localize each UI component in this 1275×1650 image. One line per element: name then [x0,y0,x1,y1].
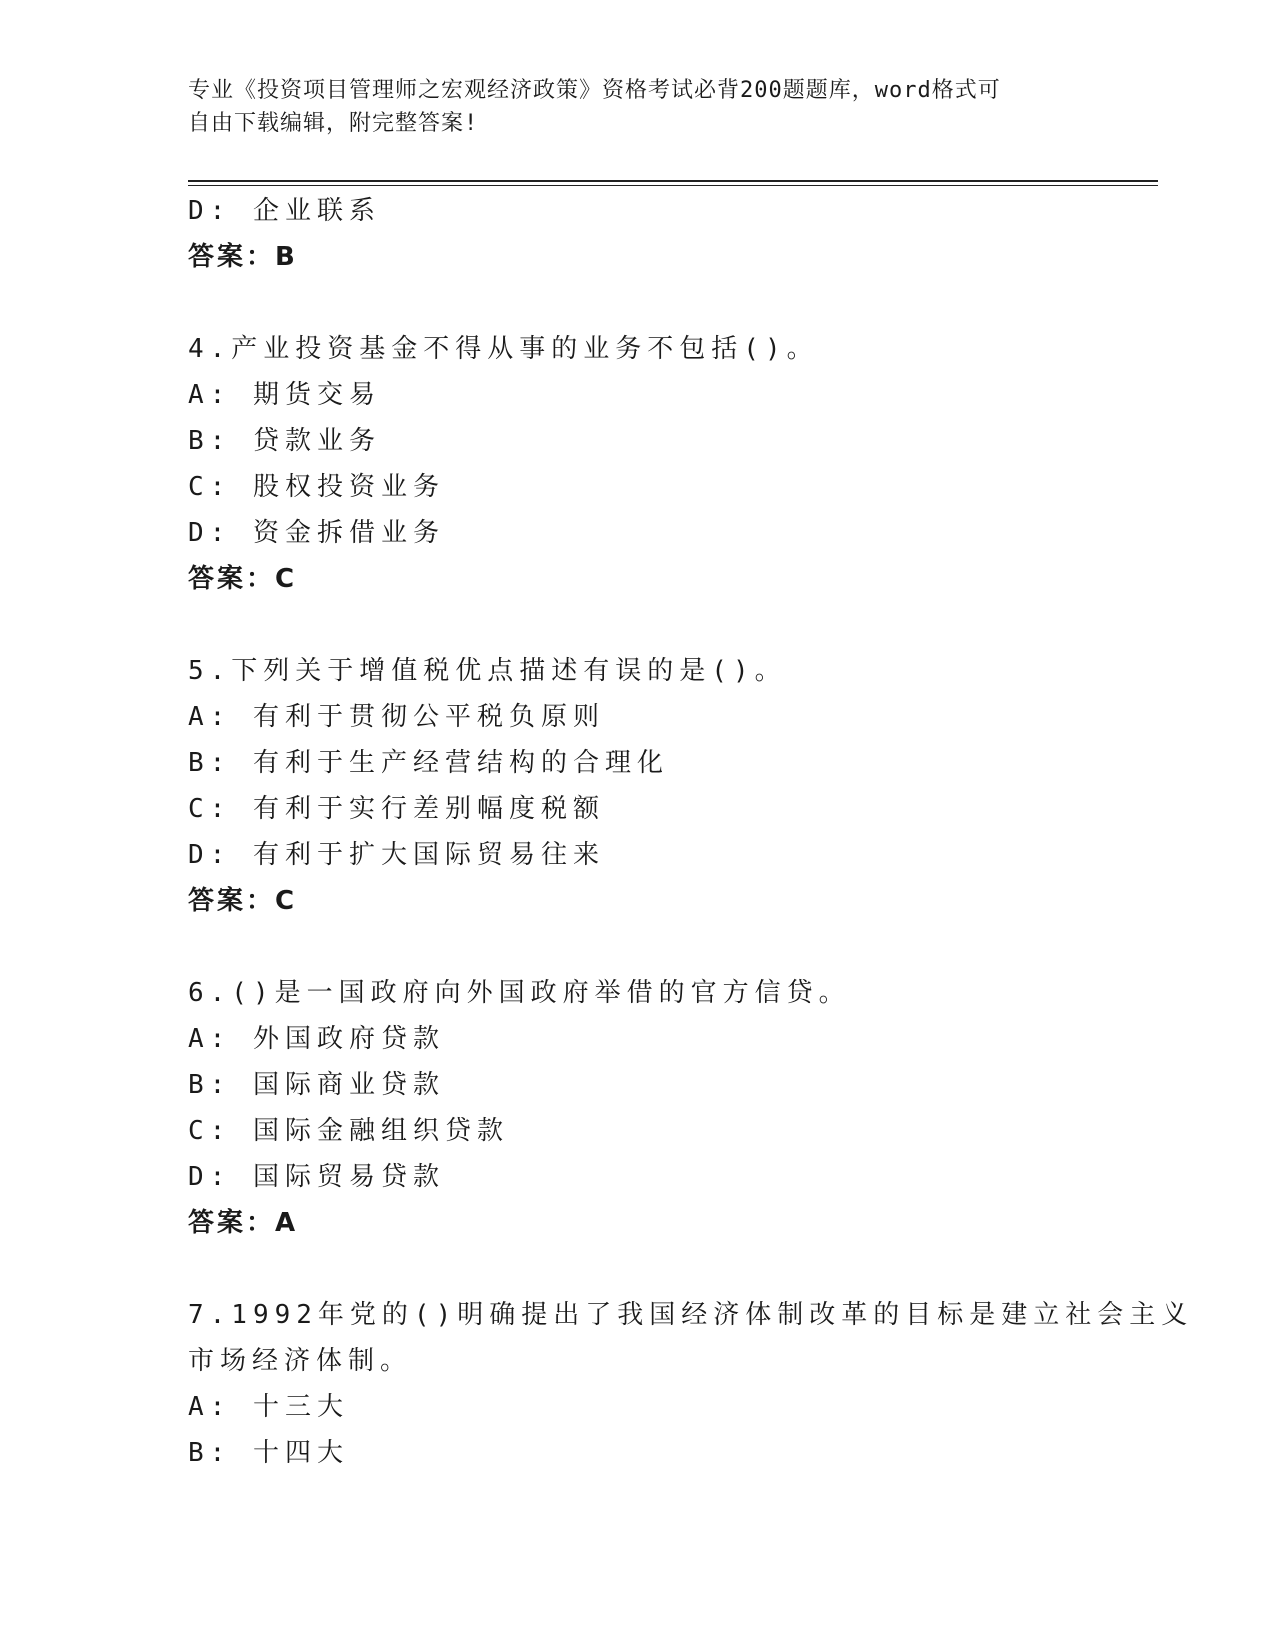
option-d: D: 有利于扩大国际贸易往来 [188,840,605,870]
answer: 答案：C [188,886,298,916]
question-list [188,188,1194,1476]
option-b: B: 有利于生产经营结构的合理化 [188,748,669,778]
option-a: A: 外国政府贷款 [188,1024,445,1054]
question-4 [188,326,1088,602]
question-text-line-1: 7.1992年党的()明确提出了我国经济体制改革的目标是建立社会主义 [188,1300,1194,1330]
answer: 答案：B [188,242,298,272]
option-d: D: 企业联系 [188,196,381,226]
option-c: C: 有利于实行差别幅度税额 [188,794,605,824]
question-5 [188,648,1088,924]
question-6 [188,970,1088,1246]
partial-question-3 [188,188,1088,280]
header-divider [188,180,1158,186]
question-text: 4.产业投资基金不得从事的业务不包括()。 [188,334,819,364]
option-a: A: 有利于贯彻公平税负原则 [188,702,605,732]
answer: 答案：C [188,564,298,594]
option-d: D: 资金拆借业务 [188,518,445,548]
page-header [188,74,1088,140]
option-b: B: 十四大 [188,1438,349,1468]
question-text: 6.()是一国政府向外国政府举借的官方信贷。 [188,978,851,1008]
question-7 [188,1292,1194,1476]
question-text-line-2: 市场经济体制。 [188,1346,413,1376]
option-d: D: 国际贸易贷款 [188,1162,445,1192]
question-text: 5.下列关于增值税优点描述有误的是()。 [188,656,787,686]
option-a: A: 十三大 [188,1392,349,1422]
header-line-2: 自由下载编辑，附完整答案! [188,111,479,136]
option-b: B: 国际商业贷款 [188,1070,445,1100]
option-c: C: 股权投资业务 [188,472,445,502]
header-line-1: 专业《投资项目管理师之宏观经济政策》资格考试必背200题题库，word格式可 [188,78,1001,103]
option-c: C: 国际金融组织贷款 [188,1116,509,1146]
answer: 答案：A [188,1208,299,1238]
option-b: B: 贷款业务 [188,426,381,456]
option-a: A: 期货交易 [188,380,381,410]
